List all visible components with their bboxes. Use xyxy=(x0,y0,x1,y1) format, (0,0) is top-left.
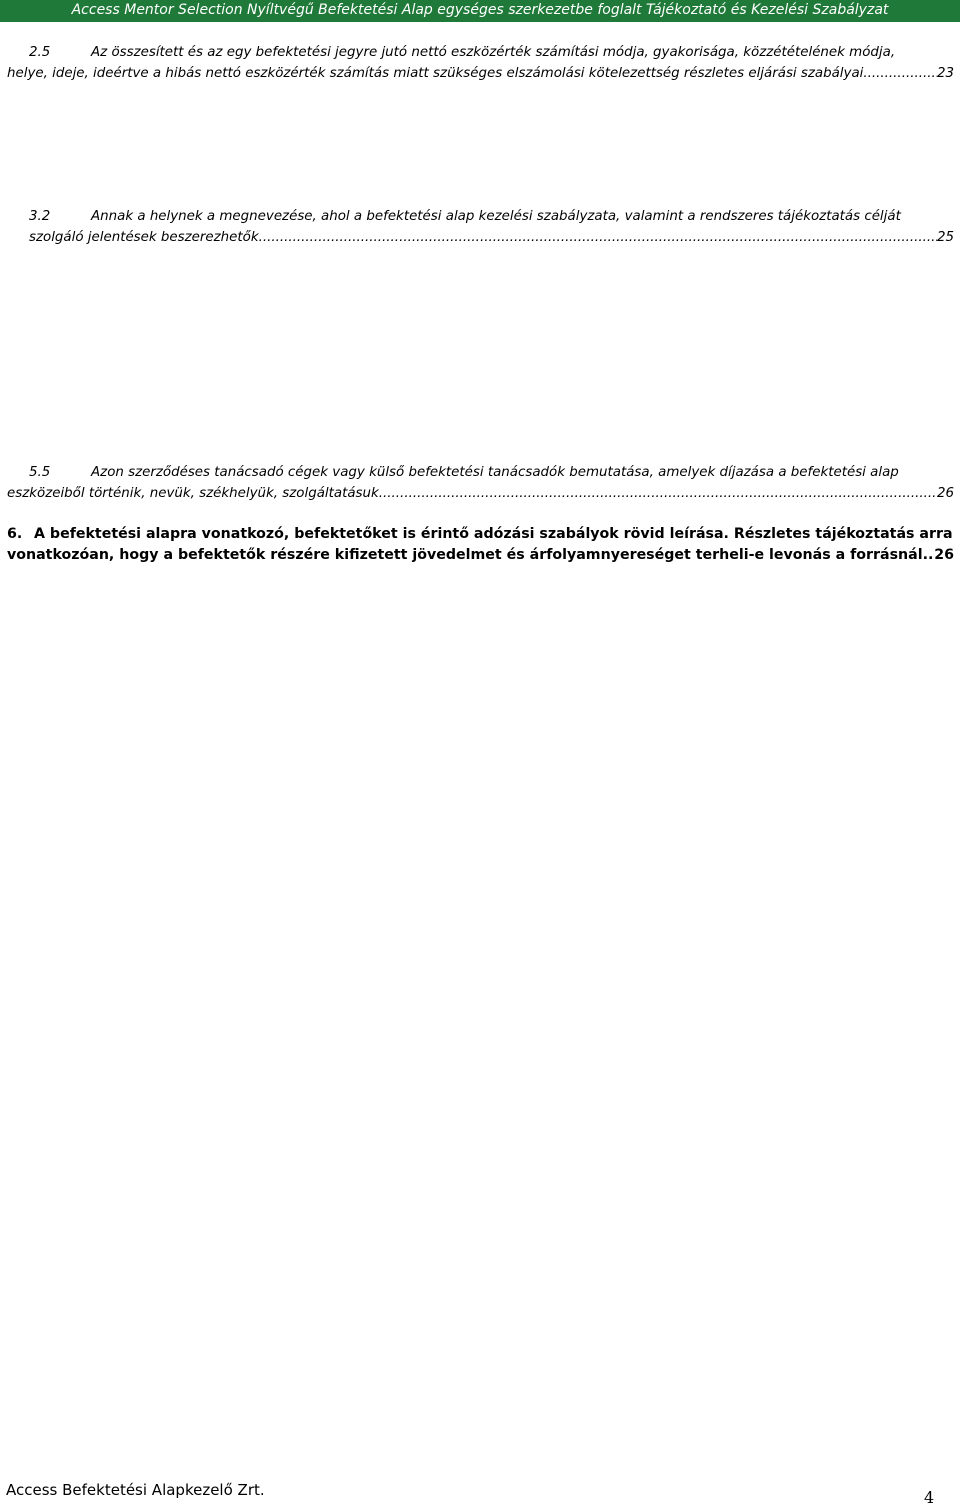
footer-company: Access Befektetési Alapkezelő Zrt. xyxy=(6,1481,265,1499)
toc-title: Azon szerződéses tanácsadó cégek vagy külső befektetési tanácsadók bemutatása, amelyek díjazása a befektetési alap xyxy=(91,465,899,480)
toc-number: 3.2 xyxy=(29,209,51,224)
toc-title: Az összesített és az egy befektetési jegyre jutó nettó eszközérték számítási módja, gyakorisága, közzétételének módja, xyxy=(91,45,896,60)
toc-page: 23 xyxy=(936,66,954,81)
header-title: Mentor Selection Nyíltvégű Befektetési Alap egységes szerkezetbe foglalt Tájékoztató és Kezelési Szabályzat xyxy=(124,2,889,18)
toc-title-cont: eszközeiből történik, nevük, székhelyük, szolgáltatásuk. xyxy=(7,486,384,501)
toc-title-cont: helye, ideje, ideértve a hibás nettó eszközérték számítás miatt szükséges elszámolási kötelezettség részletes eljárási szabályai. xyxy=(7,66,868,81)
toc-number: 5.5 xyxy=(29,465,51,480)
toc-page: 25 xyxy=(936,230,954,245)
toc-leader xyxy=(868,63,937,84)
toc-leader xyxy=(383,483,937,504)
header-brand: Access xyxy=(71,2,120,18)
toc-page: 26 xyxy=(934,547,954,563)
toc-entry-5-5[interactable] xyxy=(7,462,954,504)
toc-title-cont: szolgáló jelentések beszerezhetők. xyxy=(29,230,263,245)
toc-entry-6[interactable] xyxy=(7,524,954,566)
toc-number: 6. xyxy=(7,526,23,542)
toc-leader xyxy=(263,227,937,248)
toc-number: 2.5 xyxy=(29,45,51,60)
toc-title-cont: vonatkozóan, hogy a befektetők részére kifizetett jövedelmet és árfolyamnyereséget terheli-e levonás a forrásnál. xyxy=(7,547,928,563)
toc-title: Annak a helynek a megnevezése, ahol a befektetési alap kezelési szabályzata, valamint a rendszeres tájékoztatás célját xyxy=(91,209,901,224)
toc-page: 26 xyxy=(936,486,954,501)
footer-page-number: 4 xyxy=(924,1488,935,1507)
toc-entry-2-5[interactable] xyxy=(7,42,954,84)
toc-title: A befektetési alapra vonatkozó, befektetőket is érintő adózási szabályok rövid leírása. Részletes tájékoztatás arra xyxy=(34,526,953,542)
page-header xyxy=(0,0,960,22)
toc-entry-3-2[interactable] xyxy=(29,206,954,248)
